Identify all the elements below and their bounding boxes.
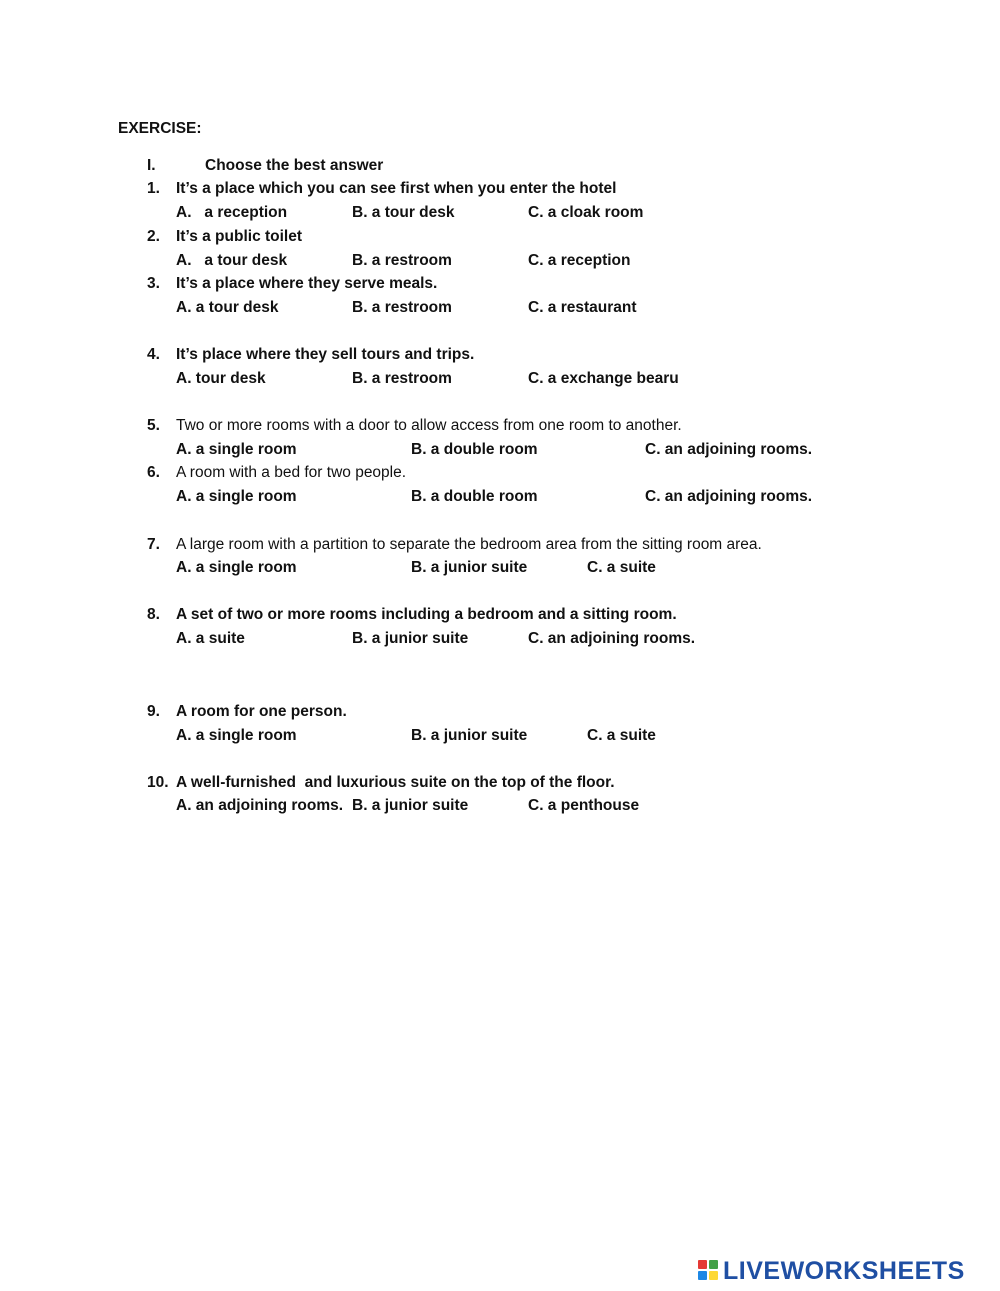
exercise-heading: EXERCISE: <box>118 120 202 137</box>
option-b[interactable]: B. a junior suite <box>352 630 469 647</box>
question-number: 9. <box>147 703 160 720</box>
option-a[interactable]: A. a tour desk <box>176 299 279 316</box>
option-c[interactable]: C. a exchange bearu <box>528 370 679 387</box>
question-number: 7. <box>147 536 160 553</box>
section-numeral: I. <box>147 157 156 174</box>
question-text: A set of two or more rooms including a bedroom and a sitting room. <box>176 606 677 623</box>
question-number: 3. <box>147 275 160 292</box>
option-b[interactable]: B. a restroom <box>352 370 452 387</box>
logo-text: LIVEWORKSHEETS <box>723 1256 965 1285</box>
question-text: It’s a place where they serve meals. <box>176 275 438 292</box>
question-text: A large room with a partition to separate the bedroom area from the sitting room area. <box>176 536 762 553</box>
liveworksheets-logo[interactable] <box>698 1256 965 1286</box>
option-c[interactable]: C. a reception <box>528 252 631 269</box>
option-b[interactable]: B. a junior suite <box>352 797 469 814</box>
question-text: It’s a public toilet <box>176 228 303 245</box>
option-c[interactable]: C. an adjoining rooms. <box>645 441 813 458</box>
option-b[interactable]: B. a junior suite <box>411 727 528 744</box>
option-c[interactable]: C. an adjoining rooms. <box>528 630 696 647</box>
option-a[interactable]: A. a single room <box>176 727 297 744</box>
option-c[interactable]: C. an adjoining rooms. <box>645 488 813 505</box>
question-text: A room with a bed for two people. <box>176 464 407 481</box>
option-a[interactable]: A. a tour desk <box>176 252 288 269</box>
option-a[interactable]: A. a single room <box>176 559 297 576</box>
question-text: It’s place where they sell tours and trips. <box>176 346 475 363</box>
question-text: A well-furnished and luxurious suite on the top of the floor. <box>176 774 615 791</box>
option-c[interactable]: C. a cloak room <box>528 204 644 221</box>
option-b[interactable]: B. a restroom <box>352 252 452 269</box>
question-number: 1. <box>147 180 160 197</box>
question-text: Two or more rooms with a door to allow access from one room to another. <box>176 417 682 434</box>
option-a[interactable]: A. a suite <box>176 630 245 647</box>
question-number: 5. <box>147 417 160 434</box>
option-c[interactable]: C. a restaurant <box>528 299 637 316</box>
question-text: A room for one person. <box>176 703 347 720</box>
option-a[interactable]: A. a single room <box>176 441 297 458</box>
question-number: 8. <box>147 606 160 623</box>
option-c[interactable]: C. a suite <box>587 727 656 744</box>
option-a[interactable]: A. a reception <box>176 204 288 221</box>
option-a[interactable]: A. an adjoining rooms. <box>176 797 344 814</box>
option-b[interactable]: B. a restroom <box>352 299 452 316</box>
option-a[interactable]: A. a single room <box>176 488 297 505</box>
question-number: 2. <box>147 228 160 245</box>
option-c[interactable]: C. a penthouse <box>528 797 640 814</box>
option-b[interactable]: B. a double room <box>411 441 538 458</box>
section-title: Choose the best answer <box>205 157 384 174</box>
question-number: 6. <box>147 464 160 481</box>
question-number: 4. <box>147 346 160 363</box>
question-number: 10. <box>147 774 169 791</box>
option-b[interactable]: B. a double room <box>411 488 538 505</box>
option-b[interactable]: B. a junior suite <box>411 559 528 576</box>
option-a[interactable]: A. tour desk <box>176 370 266 387</box>
option-c[interactable]: C. a suite <box>587 559 656 576</box>
question-text: It’s a place which you can see first when you enter the hotel <box>176 180 617 197</box>
logo-blocks-icon <box>698 1260 720 1282</box>
option-b[interactable]: B. a tour desk <box>352 204 455 221</box>
